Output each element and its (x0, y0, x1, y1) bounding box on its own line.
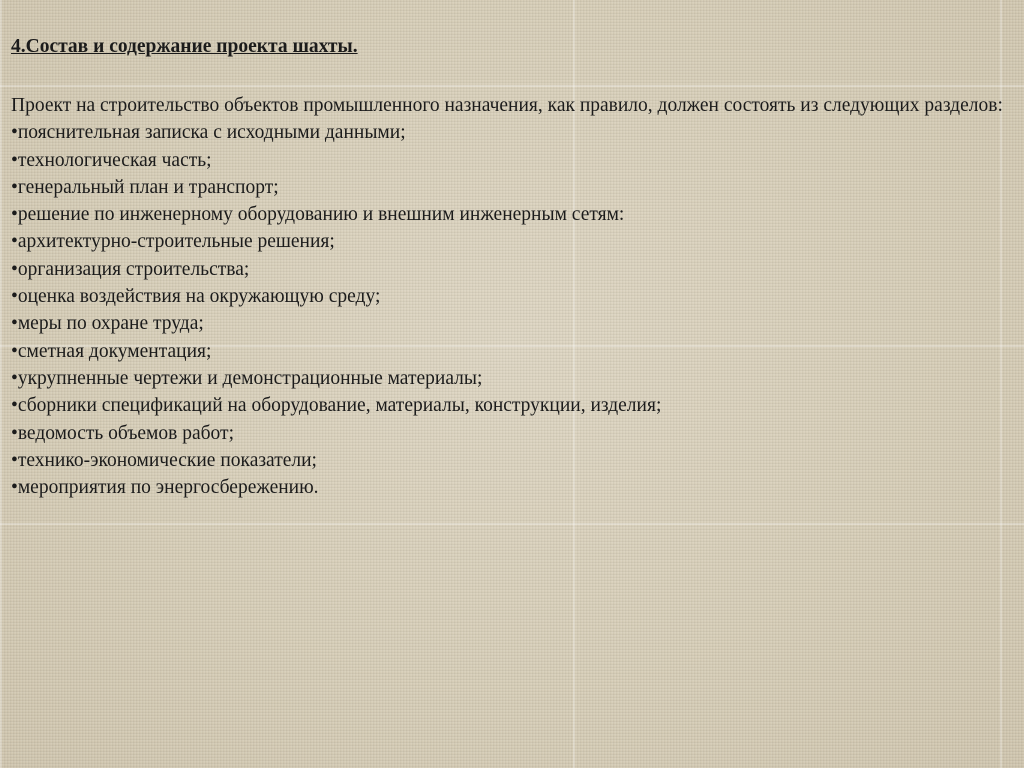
list-item: •технологическая часть; (11, 149, 212, 171)
list-item: •организация строительства; (11, 258, 250, 280)
background-grid-line (0, 0, 2, 768)
background-grid-line (0, 523, 1024, 525)
list-item: •оценка воздействия на окружающую среду; (11, 286, 381, 308)
list-item: •сборники спецификаций на оборудование, материалы, конструкции, изделия; (11, 395, 662, 417)
list-item: •архитектурно-строительные решения; (11, 231, 335, 253)
slide-content (11, 33, 1011, 501)
sections-list (11, 119, 1011, 501)
list-item: •решение по инженерному оборудованию и внешним инженерным сетям: (11, 204, 625, 226)
list-item: •меры по охране труда; (11, 313, 204, 335)
list-item: •ведомость объемов работ; (11, 422, 234, 444)
slide-title: 4.Состав и содержание проекта шахты. (11, 36, 358, 57)
list-item: •сметная документация; (11, 340, 212, 362)
list-item: •технико-экономические показатели; (11, 449, 317, 471)
list-item: •пояснительная записка с исходными данными; (11, 122, 406, 144)
intro-paragraph: Проект на строительство объектов промышленного назначения, как правило, должен состоять из следующих разделов: (11, 95, 1003, 116)
list-item: •мероприятия по энергосбережению. (11, 477, 319, 499)
list-item: •укрупненные чертежи и демонстрационные материалы; (11, 367, 483, 389)
list-item: •генеральный план и транспорт; (11, 176, 279, 198)
